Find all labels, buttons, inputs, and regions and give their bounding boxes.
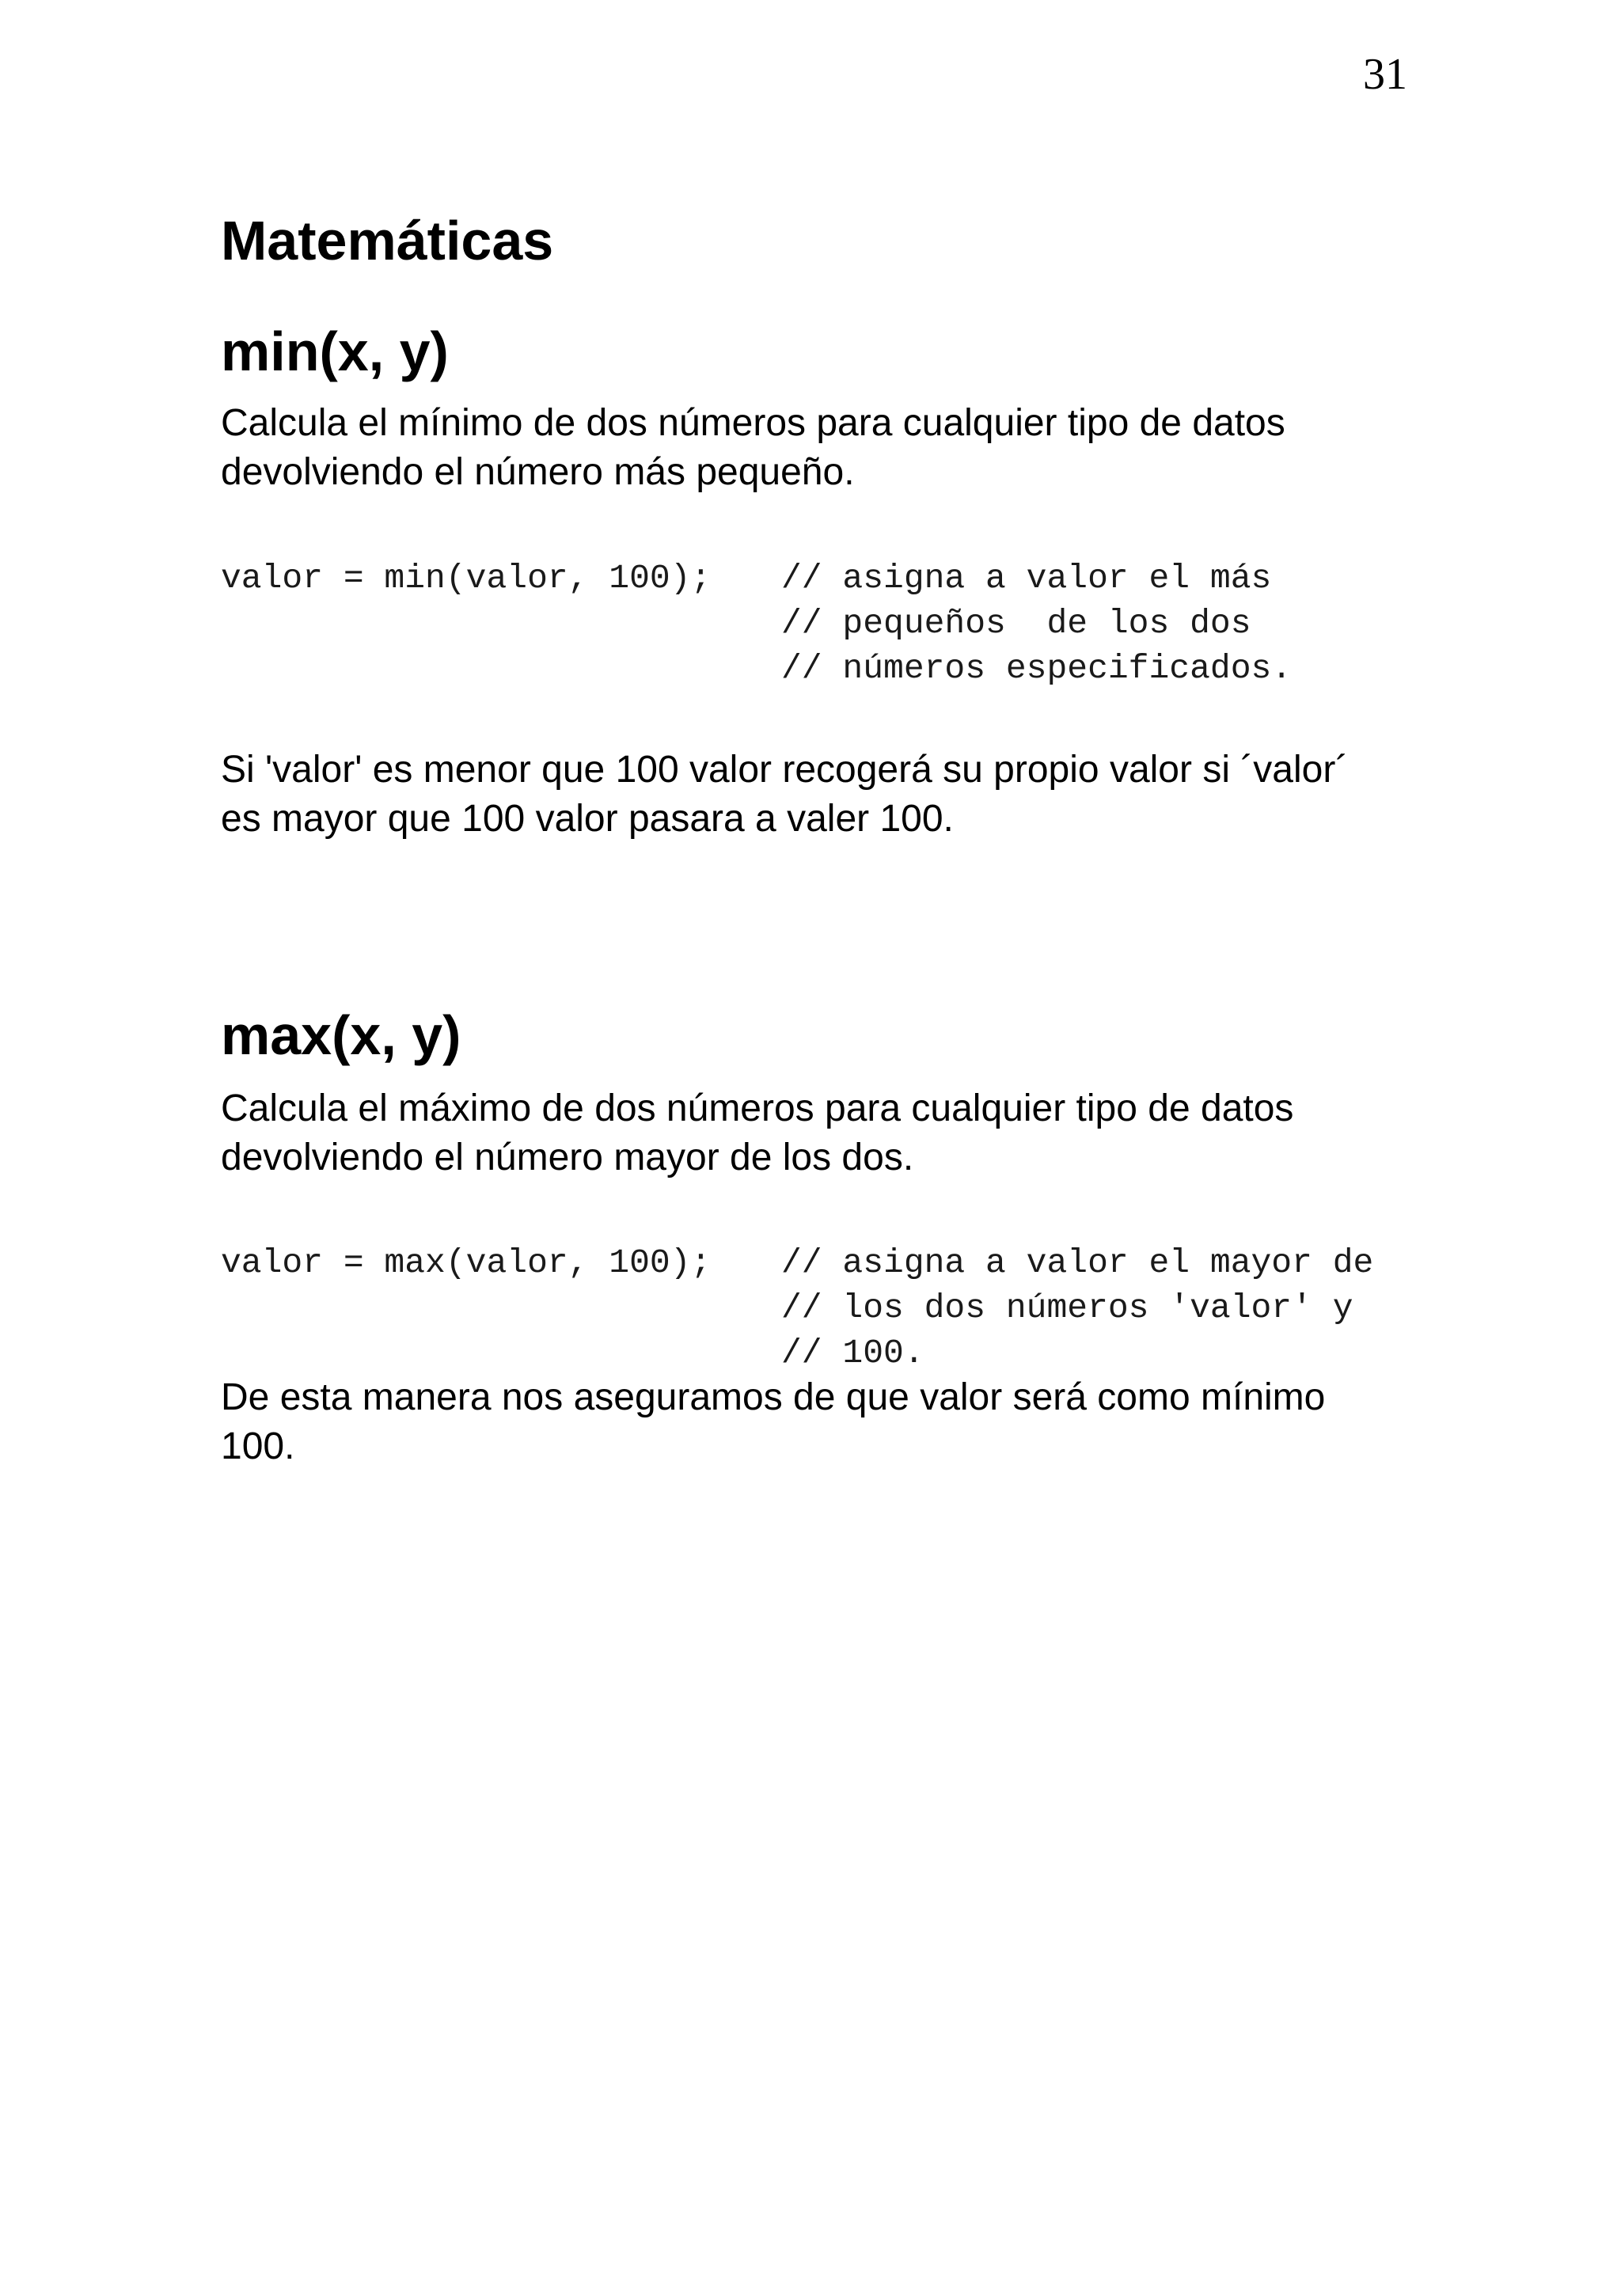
max-description-line: devolviendo el número mayor de los dos. (221, 1137, 914, 1178)
min-description-line: devolviendo el número más pequeño. (221, 451, 855, 493)
code-comment: // pequeños de los dos (781, 604, 1251, 643)
min-explanation (221, 746, 1408, 844)
page-number: 31 (1363, 50, 1407, 99)
min-explanation-line: Si 'valor' es menor que 100 valor recogerá su propio valor si ´valor´ (221, 749, 1349, 791)
max-code-example (221, 1240, 1373, 1376)
min-description-line: Calcula el mínimo de dos números para cualquier tipo de datos (221, 402, 1285, 444)
code-comment: // 100. (781, 1334, 924, 1372)
min-code-example (221, 556, 1292, 691)
max-explanation (221, 1373, 1408, 1471)
code-comment: // asigna a valor el más (781, 559, 1272, 598)
min-function-title: min(x, y) (221, 321, 449, 382)
code-line (221, 601, 1292, 646)
max-description-line: Calcula el máximo de dos números para cualquier tipo de datos (221, 1087, 1294, 1129)
code-statement: valor = max(valor, 100); (221, 1243, 712, 1282)
code-comment: // números especificados. (781, 649, 1293, 688)
min-description (221, 399, 1408, 497)
code-line (221, 1285, 1373, 1330)
section-title: Matemáticas (221, 210, 554, 271)
max-explanation-line: De esta manera nos aseguramos de que valor será como mínimo (221, 1376, 1326, 1418)
code-line (221, 556, 1292, 601)
code-line (221, 1240, 1373, 1285)
max-function-title: max(x, y) (221, 1004, 461, 1066)
min-explanation-line: es mayor que 100 valor pasara a valer 100. (221, 798, 954, 840)
code-line (221, 1330, 1373, 1376)
code-comment: // los dos números 'valor' y (781, 1288, 1353, 1327)
code-comment: // asigna a valor el mayor de (781, 1243, 1374, 1282)
max-explanation-line: 100. (221, 1425, 295, 1467)
max-description (221, 1084, 1408, 1182)
code-line (221, 646, 1292, 691)
code-statement: valor = min(valor, 100); (221, 559, 712, 598)
